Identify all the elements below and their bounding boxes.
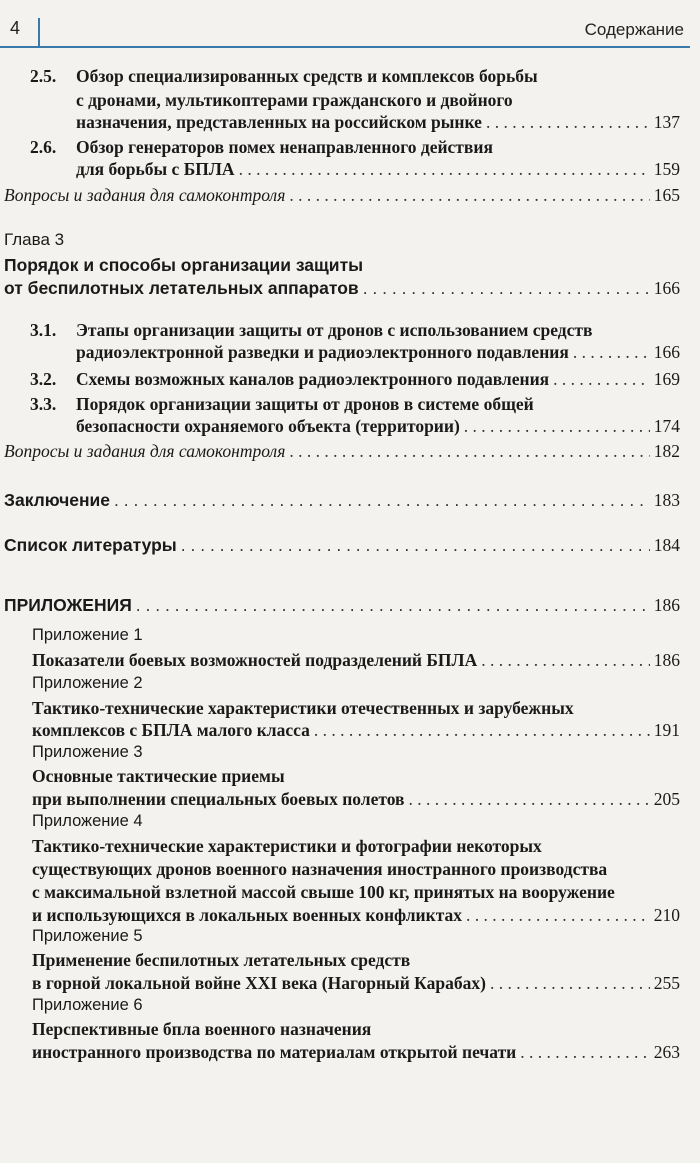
appendix-6-line2: иностранного производства по материалам открытой печати (32, 1042, 517, 1062)
section-2-6-number: 2.6. (30, 137, 57, 157)
appendix-4-line2: существующих дронов военного назначения иностранного производства (32, 859, 608, 879)
appendix-6-label: Приложение 6 (32, 996, 143, 1014)
toc-entry-3-2[interactable] (76, 367, 680, 391)
appendix-6-line1: Перспективные бпла военного назначения (32, 1019, 372, 1039)
toc-entry-3-3[interactable] (76, 414, 680, 438)
toc-entry-3-1[interactable] (76, 340, 680, 364)
toc-entry-2-5[interactable] (76, 110, 680, 134)
section-3-1-line2: радиоэлектронной разведки и радиоэлектронного подавления (76, 342, 569, 362)
dot-leader (314, 718, 650, 742)
section-3-1-page: 166 (653, 342, 680, 362)
section-2-5-page: 137 (653, 112, 680, 132)
toc-entry-questions-2[interactable] (4, 183, 680, 207)
toc-entry-appendices[interactable] (4, 593, 680, 617)
bibliography-page: 184 (653, 535, 680, 555)
section-2-6-line1: Обзор генераторов помех ненаправленного действия (76, 137, 493, 157)
chapter-3-page: 166 (653, 278, 680, 298)
dot-leader (464, 414, 650, 438)
appendices-text: ПРИЛОЖЕНИЯ (4, 595, 132, 615)
appendix-4-label: Приложение 4 (32, 812, 143, 830)
appendix-4-line4: и использующихся в локальных военных конфликтах (32, 905, 462, 925)
section-3-2-number: 3.2. (30, 369, 57, 389)
dot-leader (289, 183, 649, 207)
section-3-1-line1: Этапы организации защиты от дронов с использованием средств (76, 320, 593, 340)
dot-leader (481, 648, 650, 672)
toc-entry-chapter-3[interactable] (4, 276, 680, 300)
section-3-1-number: 3.1. (30, 320, 57, 340)
section-3-3-number: 3.3. (30, 394, 57, 414)
chapter-3-title-line1: Порядок и способы организации защиты (4, 255, 364, 275)
section-3-3-line2: безопасности охраняемого объекта (территории) (76, 416, 460, 436)
dot-leader (486, 110, 650, 134)
toc-entry-2-6[interactable] (76, 157, 680, 181)
section-2-5-line1: Обзор специализированных средств и комплексов борьбы (76, 66, 538, 86)
appendix-2-page: 191 (653, 720, 680, 740)
conclusion-text: Заключение (4, 490, 111, 510)
toc-entry-appendix-1[interactable] (32, 648, 680, 672)
appendix-5-line2: в горной локальной войне XXI века (Нагорный Карабах) (32, 973, 486, 993)
toc-entry-appendix-3[interactable] (32, 787, 680, 811)
dot-leader (553, 367, 650, 391)
dot-leader (520, 1040, 649, 1064)
appendix-4-line1: Тактико-технические характеристики и фотографии некоторых (32, 836, 542, 856)
appendix-2-line1: Тактико-технические характеристики отечественных и зарубежных (32, 698, 574, 718)
questions-3-page: 182 (653, 441, 680, 461)
toc-entry-conclusion[interactable] (4, 488, 680, 512)
section-2-5-line3: назначения, представленных на российском рынке (76, 112, 482, 132)
dot-leader (363, 276, 650, 300)
appendix-1-line1: Показатели боевых возможностей подразделений БПЛА (32, 650, 478, 670)
header-tick (38, 18, 40, 48)
section-2-5-number: 2.5. (30, 66, 57, 86)
appendices-page: 186 (653, 595, 680, 615)
toc-entry-questions-3[interactable] (4, 439, 680, 463)
header-rule (0, 46, 690, 48)
toc-entry-bibliography[interactable] (4, 533, 680, 557)
dot-leader (239, 157, 650, 181)
appendix-1-page: 186 (653, 650, 680, 670)
section-3-3-page: 174 (653, 416, 680, 436)
dot-leader (136, 593, 650, 617)
chapter-3-label: Глава 3 (4, 230, 65, 249)
header-section-title: Содержание (584, 20, 684, 39)
dot-leader (573, 340, 650, 364)
section-3-2-page: 169 (653, 369, 680, 389)
section-2-6-line2: для борьбы с БПЛА (76, 159, 235, 179)
appendix-1-label: Приложение 1 (32, 626, 143, 644)
bibliography-text: Список литературы (4, 535, 177, 555)
toc-entry-appendix-5[interactable] (32, 971, 680, 995)
dot-leader (181, 533, 650, 557)
appendix-2-label: Приложение 2 (32, 674, 143, 692)
toc-entry-appendix-2[interactable] (32, 718, 680, 742)
appendix-3-line2: при выполнении специальных боевых полетов (32, 789, 405, 809)
appendix-4-page: 210 (653, 905, 680, 925)
section-3-3-line1: Порядок организации защиты от дронов в системе общей (76, 394, 534, 414)
dot-leader (490, 971, 650, 995)
toc-entry-appendix-4[interactable] (32, 903, 680, 927)
appendix-4-line3: с максимальной взлетной массой свыше 100 кг, принятых на вооружение (32, 882, 615, 902)
appendix-5-line1: Применение беспилотных летательных средств (32, 950, 411, 970)
appendix-2-line2: комплексов с БПЛА малого класса (32, 720, 310, 740)
dot-leader (409, 787, 650, 811)
questions-3-text: Вопросы и задания для самоконтроля (4, 441, 286, 461)
chapter-3-title-line2: от беспилотных летательных аппаратов (4, 278, 359, 298)
appendix-3-page: 205 (653, 789, 680, 809)
page-number: 4 (10, 18, 21, 38)
appendix-3-line1: Основные тактические приемы (32, 766, 285, 786)
conclusion-page: 183 (653, 490, 680, 510)
appendix-3-label: Приложение 3 (32, 743, 143, 761)
section-3-2-line1: Схемы возможных каналов радиоэлектронного подавления (76, 369, 550, 389)
toc-entry-appendix-6[interactable] (32, 1040, 680, 1064)
questions-2-text: Вопросы и задания для самоконтроля (4, 185, 286, 205)
section-2-5-line2: с дронами, мультикоптерами гражданского и двойного (76, 90, 513, 110)
appendix-6-page: 263 (653, 1042, 680, 1062)
dot-leader (289, 439, 649, 463)
appendix-5-page: 255 (653, 973, 680, 993)
appendix-5-label: Приложение 5 (32, 927, 143, 945)
dot-leader (114, 488, 650, 512)
dot-leader (466, 903, 650, 927)
questions-2-page: 165 (653, 185, 680, 205)
section-2-6-page: 159 (653, 159, 680, 179)
